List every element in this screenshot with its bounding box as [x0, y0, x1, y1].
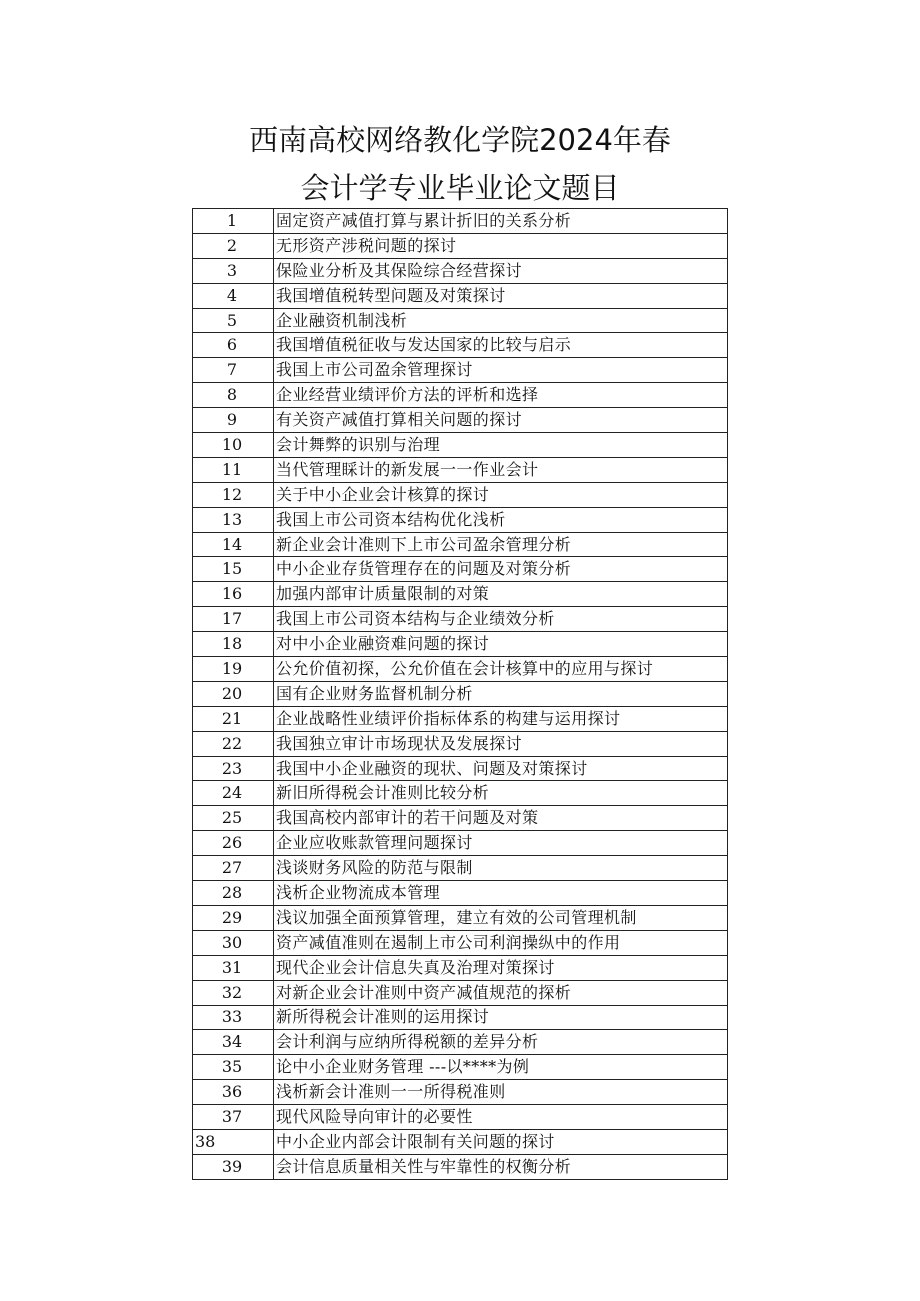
table-row — [193, 731, 728, 756]
row-number: 15 — [193, 557, 274, 582]
table-row — [193, 930, 728, 955]
table-row — [193, 557, 728, 582]
topic-table — [192, 208, 728, 1180]
table-row — [193, 980, 728, 1005]
row-number: 18 — [193, 632, 274, 657]
row-number: 21 — [193, 706, 274, 731]
table-row — [193, 1129, 728, 1154]
row-number: 23 — [193, 756, 274, 781]
table-row — [193, 781, 728, 806]
row-number: 10 — [193, 433, 274, 458]
row-number: 37 — [193, 1105, 274, 1130]
row-topic: 新所得税会计准则的运用探讨 — [274, 1005, 728, 1030]
row-topic: 企业融资机制浅析 — [274, 308, 728, 333]
row-topic: 我国高校内部审计的若干问题及对策 — [274, 806, 728, 831]
row-number: 16 — [193, 582, 274, 607]
table-row — [193, 233, 728, 258]
table-row — [193, 507, 728, 532]
page-subtitle: 会计学专业毕业论文题目 — [300, 171, 620, 205]
row-topic: 新旧所得税会计准则比较分析 — [274, 781, 728, 806]
row-number: 14 — [193, 532, 274, 557]
row-number: 34 — [193, 1030, 274, 1055]
row-number: 9 — [193, 408, 274, 433]
row-topic: 浅析企业物流成本管理 — [274, 881, 728, 906]
row-number: 35 — [193, 1055, 274, 1080]
row-topic: 企业战略性业绩评价指标体系的构建与运用探讨 — [274, 706, 728, 731]
row-topic: 对新企业会计准则中资产减值规范的探析 — [274, 980, 728, 1005]
table-row — [193, 433, 728, 458]
table-row — [193, 1055, 728, 1080]
row-topic: 国有企业财务监督机制分析 — [274, 681, 728, 706]
row-number: 25 — [193, 806, 274, 831]
page-title: 西南高校网络教化学院2024年春 — [249, 123, 671, 157]
table-row — [193, 881, 728, 906]
row-number: 19 — [193, 657, 274, 682]
table-row — [193, 856, 728, 881]
row-topic: 论中小企业财务管理 ---以****为例 — [274, 1055, 728, 1080]
row-topic: 保险业分析及其保险综合经营探讨 — [274, 258, 728, 283]
row-number: 36 — [193, 1080, 274, 1105]
row-topic: 我国中小企业融资的现状、问题及对策探讨 — [274, 756, 728, 781]
row-topic: 浅析新会计准则一一所得税准则 — [274, 1080, 728, 1105]
row-number: 20 — [193, 681, 274, 706]
row-number: 39 — [193, 1154, 274, 1179]
row-number: 13 — [193, 507, 274, 532]
row-topic: 我国上市公司资本结构与企业绩效分析 — [274, 607, 728, 632]
table-row — [193, 607, 728, 632]
table-row — [193, 408, 728, 433]
row-topic: 资产减值准则在遏制上市公司利润操纵中的作用 — [274, 930, 728, 955]
table-row — [193, 756, 728, 781]
row-topic: 现代企业会计信息失真及治理对策探讨 — [274, 955, 728, 980]
table-row — [193, 681, 728, 706]
row-topic: 会计舞弊的识别与治理 — [274, 433, 728, 458]
row-number: 4 — [193, 283, 274, 308]
row-number: 29 — [193, 905, 274, 930]
table-row — [193, 283, 728, 308]
row-number: 6 — [193, 333, 274, 358]
row-topic: 我国上市公司盈余管理探讨 — [274, 358, 728, 383]
table-row — [193, 955, 728, 980]
row-number: 28 — [193, 881, 274, 906]
row-topic: 中小企业内部会计限制有关问题的探讨 — [274, 1129, 728, 1154]
table-row — [193, 831, 728, 856]
table-row — [193, 482, 728, 507]
table-row — [193, 657, 728, 682]
row-topic: 现代风险导向审计的必要性 — [274, 1105, 728, 1130]
row-number: 2 — [193, 233, 274, 258]
row-number: 30 — [193, 930, 274, 955]
row-topic: 对中小企业融资难问题的探讨 — [274, 632, 728, 657]
row-topic: 无形资产涉税问题的探讨 — [274, 233, 728, 258]
table-row — [193, 209, 728, 234]
row-topic: 新企业会计准则下上市公司盈余管理分析 — [274, 532, 728, 557]
row-number: 38 — [193, 1129, 274, 1154]
row-number: 5 — [193, 308, 274, 333]
table-row — [193, 1005, 728, 1030]
table-row — [193, 806, 728, 831]
table-row — [193, 1154, 728, 1179]
row-number: 3 — [193, 258, 274, 283]
table-row — [193, 333, 728, 358]
row-topic: 会计利润与应纳所得税额的差异分析 — [274, 1030, 728, 1055]
row-number: 8 — [193, 383, 274, 408]
table-row — [193, 358, 728, 383]
row-topic: 企业经营业绩评价方法的评析和选择 — [274, 383, 728, 408]
table-row — [193, 532, 728, 557]
row-topic: 会计信息质量相关性与牢靠性的权衡分析 — [274, 1154, 728, 1179]
row-topic: 我国独立审计市场现状及发展探讨 — [274, 731, 728, 756]
row-number: 22 — [193, 731, 274, 756]
row-number: 24 — [193, 781, 274, 806]
row-number: 32 — [193, 980, 274, 1005]
table-row — [193, 582, 728, 607]
row-number: 12 — [193, 482, 274, 507]
table-row — [193, 258, 728, 283]
row-number: 33 — [193, 1005, 274, 1030]
table-row — [193, 457, 728, 482]
table-row — [193, 706, 728, 731]
row-topic: 有关资产减值打算相关问题的探讨 — [274, 408, 728, 433]
row-number: 27 — [193, 856, 274, 881]
row-topic: 浅议加强全面预算管理，建立有效的公司管理机制 — [274, 905, 728, 930]
row-topic: 固定资产减值打算与累计折旧的关系分析 — [274, 209, 728, 234]
table-row — [193, 905, 728, 930]
row-number: 7 — [193, 358, 274, 383]
table-row — [193, 1030, 728, 1055]
row-number: 1 — [193, 209, 274, 234]
row-number: 17 — [193, 607, 274, 632]
row-number: 26 — [193, 831, 274, 856]
table-row — [193, 1080, 728, 1105]
row-topic: 当代管理睬计的新发展一一作业会计 — [274, 457, 728, 482]
row-topic: 浅谈财务风险的防范与限制 — [274, 856, 728, 881]
table-row — [193, 383, 728, 408]
table-row — [193, 1105, 728, 1130]
row-topic: 公允价值初探，公允价值在会计核算中的应用与探讨 — [274, 657, 728, 682]
row-topic: 企业应收账款管理问题探讨 — [274, 831, 728, 856]
row-topic: 我国增值税转型问题及对策探讨 — [274, 283, 728, 308]
row-topic: 我国增值税征收与发达国家的比较与启示 — [274, 333, 728, 358]
row-topic: 我国上市公司资本结构优化浅析 — [274, 507, 728, 532]
row-number: 31 — [193, 955, 274, 980]
row-topic: 加强内部审计质量限制的对策 — [274, 582, 728, 607]
row-number: 11 — [193, 457, 274, 482]
table-row — [193, 308, 728, 333]
row-topic: 关于中小企业会计核算的探讨 — [274, 482, 728, 507]
table-row — [193, 632, 728, 657]
row-topic: 中小企业存货管理存在的问题及对策分析 — [274, 557, 728, 582]
